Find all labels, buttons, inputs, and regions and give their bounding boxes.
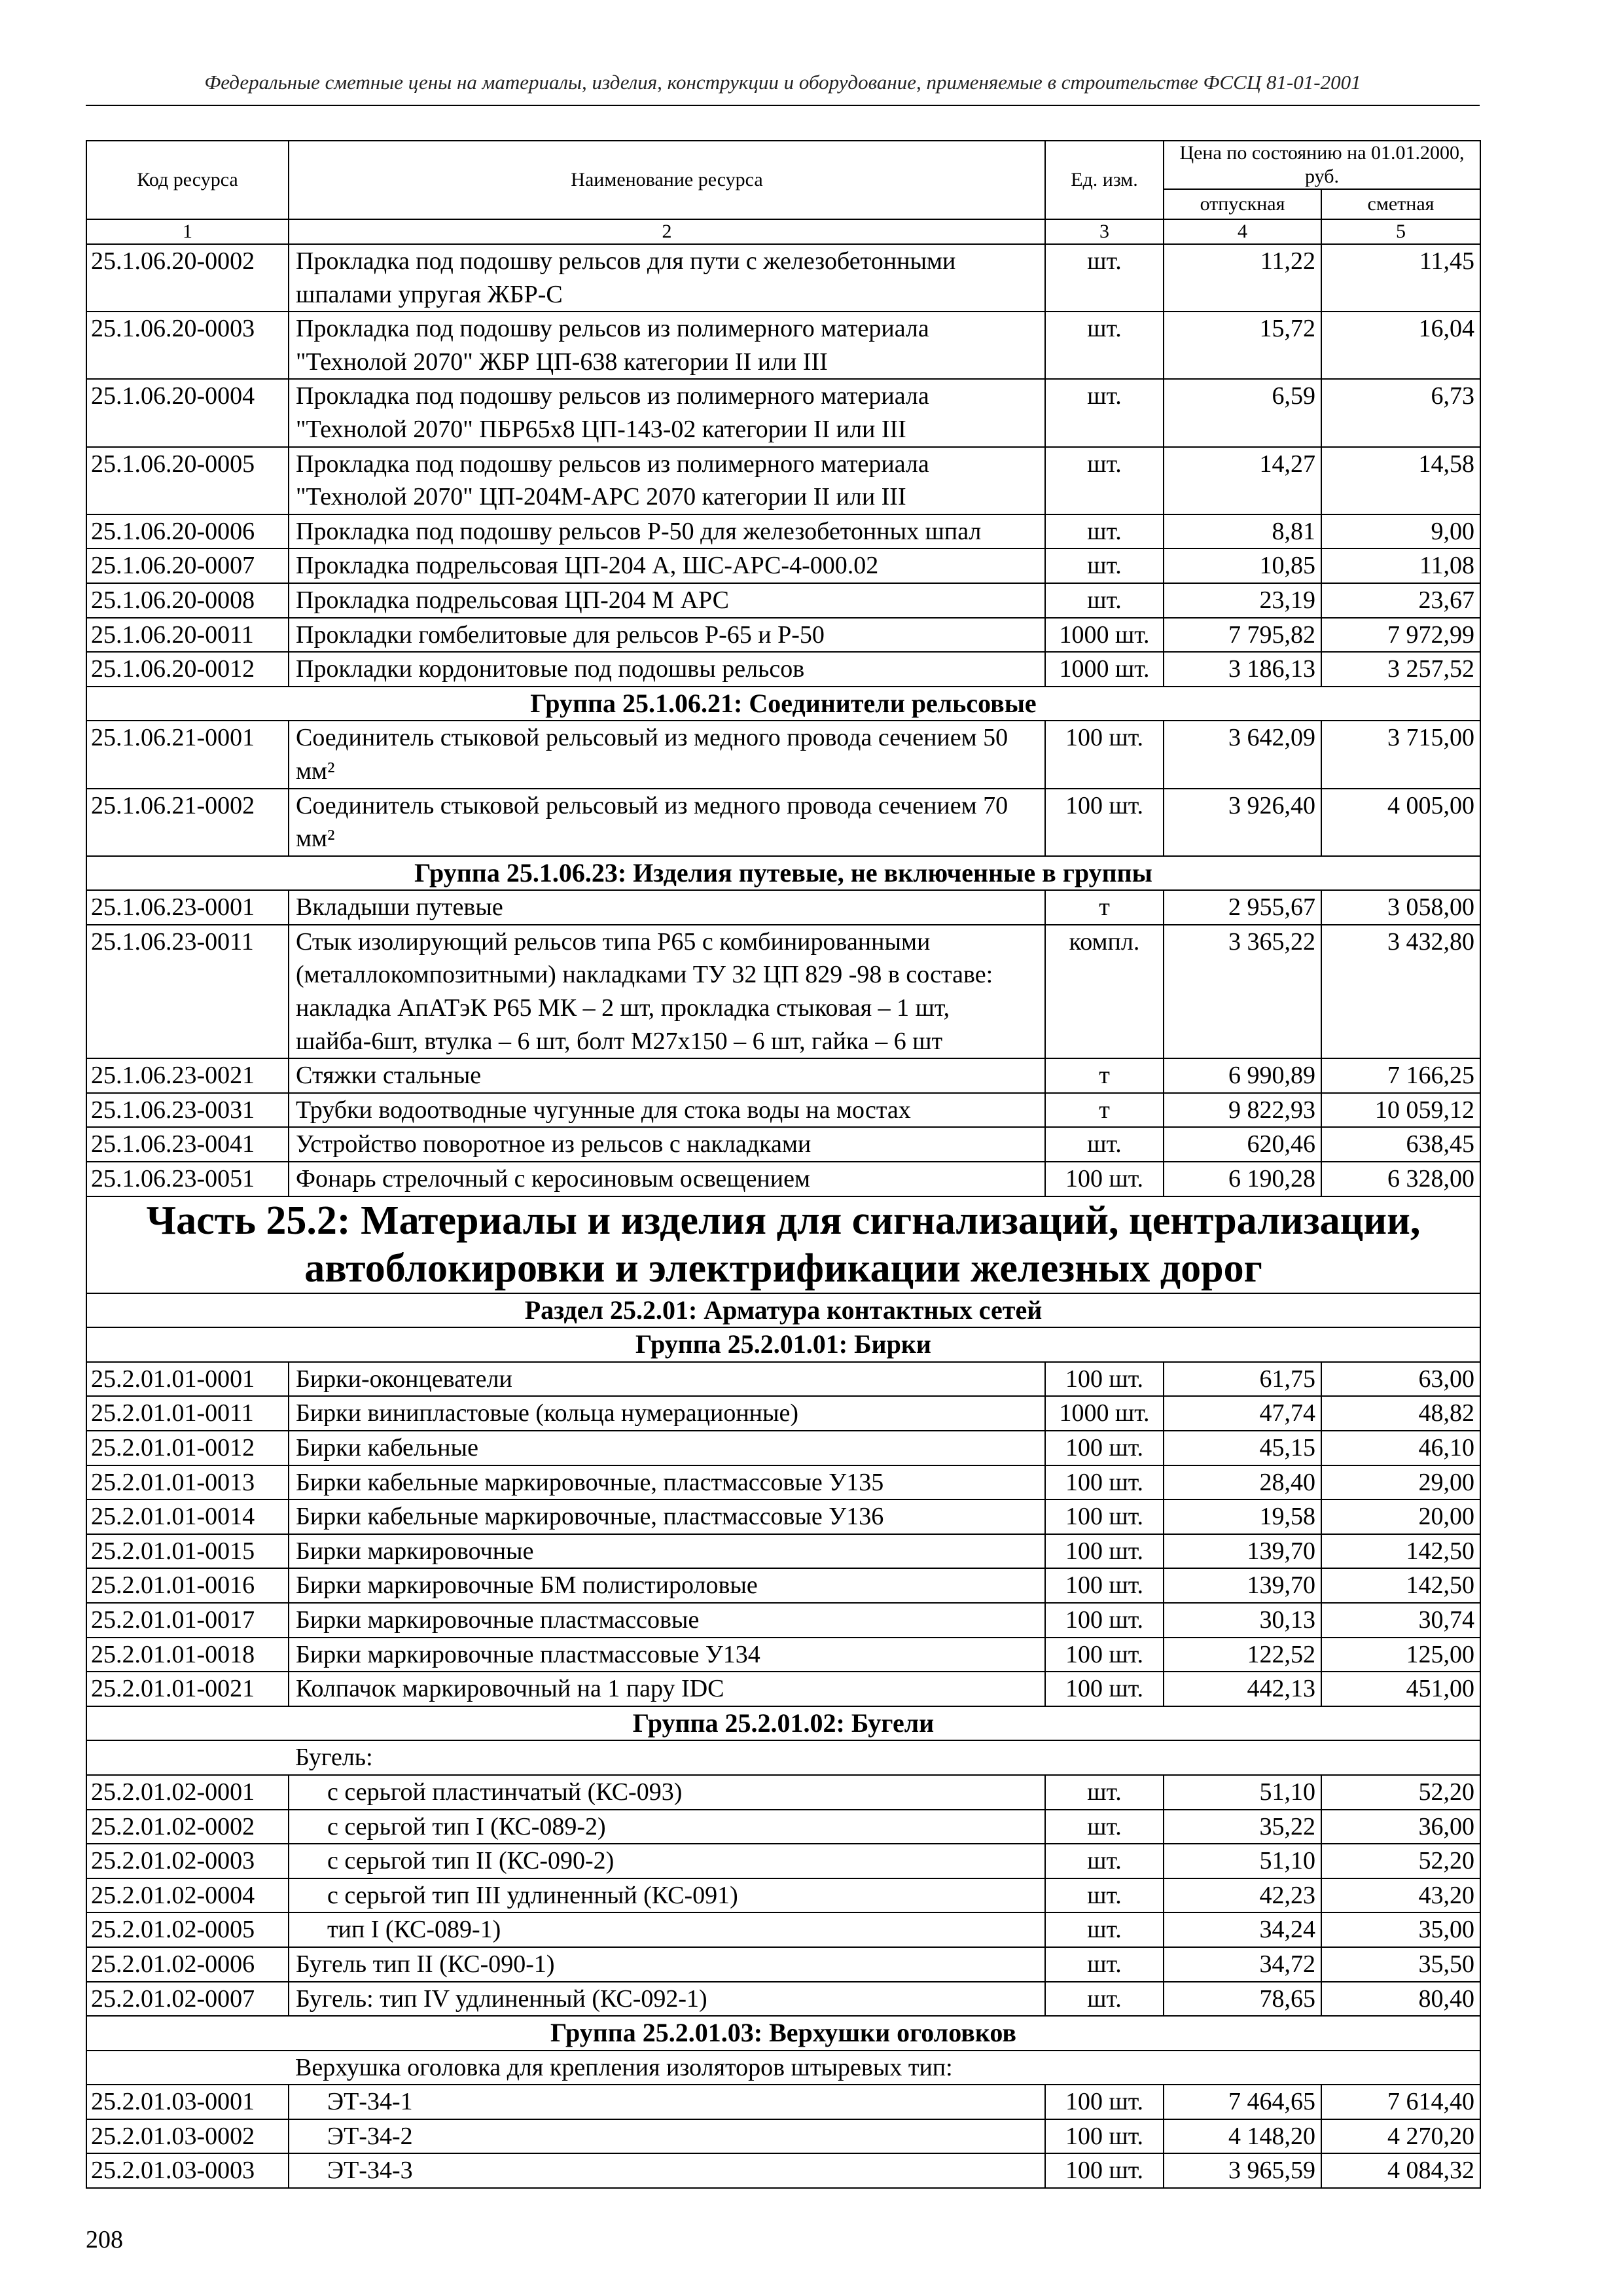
estimate-price: 36,00 <box>1321 1810 1480 1844</box>
release-price: 7 795,82 <box>1164 618 1321 653</box>
resource-code: 25.2.01.02-0004 <box>86 1878 289 1913</box>
unit: 100 шт. <box>1045 2153 1164 2188</box>
resource-name: Прокладка под подошву рельсов для пути с железобетонными шпалами упругая ЖБР-С <box>289 244 1045 312</box>
estimate-price: 3 257,52 <box>1321 652 1480 687</box>
resource-code: 25.1.06.20-0005 <box>86 447 289 514</box>
estimate-price: 10 059,12 <box>1321 1093 1480 1128</box>
price-table <box>86 140 1481 2189</box>
release-price: 6 990,89 <box>1164 1058 1321 1093</box>
release-price: 3 186,13 <box>1164 652 1321 687</box>
unit: компл. <box>1045 925 1164 1058</box>
unit: 100 шт. <box>1045 1162 1164 1196</box>
resource-name: Прокладка подрельсовая ЦП-204 А, ШС-АРС-4-000.02 <box>289 548 1045 583</box>
column-number: 3 <box>1045 219 1164 244</box>
resource-code: 25.1.06.20-0012 <box>86 652 289 687</box>
release-price: 8,81 <box>1164 514 1321 549</box>
release-price: 2 955,67 <box>1164 890 1321 925</box>
unit: шт. <box>1045 1878 1164 1913</box>
release-price: 61,75 <box>1164 1362 1321 1397</box>
estimate-price: 43,20 <box>1321 1878 1480 1913</box>
resource-name: Прокладка подрельсовая ЦП-204 М АРС <box>289 583 1045 618</box>
unit: шт. <box>1045 244 1164 312</box>
release-price: 51,10 <box>1164 1844 1321 1878</box>
resource-code: 25.1.06.21-0001 <box>86 721 289 788</box>
header-price: Цена по состоянию на 01.01.2000, руб. <box>1164 141 1480 189</box>
resource-code: 25.1.06.23-0041 <box>86 1127 289 1162</box>
resource-code: 25.2.01.01-0011 <box>86 1396 289 1431</box>
unit: шт. <box>1045 583 1164 618</box>
resource-code: 25.1.06.23-0011 <box>86 925 289 1058</box>
resource-name: ЭТ-34-3 <box>289 2153 1045 2188</box>
estimate-price: 4 005,00 <box>1321 789 1480 856</box>
unit: шт. <box>1045 1947 1164 1982</box>
resource-name: Соединитель стыковой рельсовый из медного провода сечением 70 мм² <box>289 789 1045 856</box>
table-row <box>86 244 1480 312</box>
table-row <box>86 1982 1480 2017</box>
group-heading-row <box>86 1327 1480 1362</box>
resource-name: Стяжки стальные <box>289 1058 1045 1093</box>
resource-code: 25.1.06.20-0008 <box>86 583 289 618</box>
unit: 100 шт. <box>1045 1534 1164 1569</box>
unit: 100 шт. <box>1045 2085 1164 2119</box>
column-number: 4 <box>1164 219 1321 244</box>
table-row <box>86 721 1480 788</box>
estimate-price: 142,50 <box>1321 1568 1480 1603</box>
resource-code: 25.2.01.01-0015 <box>86 1534 289 1569</box>
estimate-price: 638,45 <box>1321 1127 1480 1162</box>
table-row <box>86 379 1480 446</box>
resource-name: ЭТ-34-2 <box>289 2119 1045 2154</box>
estimate-price: 9,00 <box>1321 514 1480 549</box>
release-price: 6 190,28 <box>1164 1162 1321 1196</box>
estimate-price: 7 972,99 <box>1321 618 1480 653</box>
resource-name: Прокладка под подошву рельсов из полимерного материала "Технолой 2070" ПБР65х8 ЦП-143-02 категории II или III <box>289 379 1045 446</box>
resource-name: Прокладка под подошву рельсов Р-50 для железобетонных шпал <box>289 514 1045 549</box>
release-price: 122,52 <box>1164 1638 1321 1672</box>
estimate-price: 16,04 <box>1321 312 1480 379</box>
estimate-price: 29,00 <box>1321 1465 1480 1500</box>
table-body <box>86 244 1480 2188</box>
table-row <box>86 1844 1480 1878</box>
table-row <box>86 1127 1480 1162</box>
resource-name: с серьгой тип II (КС-090-2) <box>289 1844 1045 1878</box>
estimate-price: 23,67 <box>1321 583 1480 618</box>
resource-code: 25.1.06.23-0001 <box>86 890 289 925</box>
table-row <box>86 1568 1480 1603</box>
table-row <box>86 1162 1480 1196</box>
unit: шт. <box>1045 1844 1164 1878</box>
subheading: Верхушка оголовка для крепления изоляторов штыревых тип: <box>289 2051 1480 2085</box>
estimate-price: 11,08 <box>1321 548 1480 583</box>
unit: шт. <box>1045 1912 1164 1947</box>
part-title: Часть 25.2: Материалы и изделия для сигнализаций, централизации, автоблокировки и электрификации железных дорог <box>86 1196 1480 1293</box>
release-price: 9 822,93 <box>1164 1093 1321 1128</box>
unit: т <box>1045 890 1164 925</box>
empty-cell <box>86 2051 289 2085</box>
resource-name: Бирки винипластовые (кольца нумерационные) <box>289 1396 1045 1431</box>
running-header: Федеральные сметные цены на материалы, изделия, конструкции и оборудование, применяемые в строительстве ФССЦ 81-01-2001 <box>204 71 1361 94</box>
resource-name: Вкладыши путевые <box>289 890 1045 925</box>
unit: 100 шт. <box>1045 2119 1164 2154</box>
unit: шт. <box>1045 1810 1164 1844</box>
table-row <box>86 1775 1480 1810</box>
group-title: Группа 25.1.06.21: Соединители рельсовые <box>86 687 1480 721</box>
release-price: 4 148,20 <box>1164 2119 1321 2154</box>
release-price: 14,27 <box>1164 447 1321 514</box>
header-name: Наименование ресурса <box>289 141 1045 219</box>
group-heading-row <box>86 687 1480 721</box>
release-price: 35,22 <box>1164 1810 1321 1844</box>
resource-code: 25.1.06.20-0006 <box>86 514 289 549</box>
resource-code: 25.1.06.20-0011 <box>86 618 289 653</box>
table-row <box>86 1058 1480 1093</box>
table-row <box>86 2153 1480 2188</box>
release-price: 3 926,40 <box>1164 789 1321 856</box>
table-row <box>86 1396 1480 1431</box>
resource-code: 25.2.01.01-0013 <box>86 1465 289 1500</box>
resource-name: Бирки кабельные <box>289 1431 1045 1465</box>
unit: 100 шт. <box>1045 721 1164 788</box>
resource-name: Прокладка под подошву рельсов из полимерного материала "Технолой 2070" ЦП-204М-АРС 2070 категории II или III <box>289 447 1045 514</box>
table-row <box>86 1603 1480 1638</box>
release-price: 442,13 <box>1164 1672 1321 1706</box>
resource-name: Бирки-оконцеватели <box>289 1362 1045 1397</box>
resource-name: Прокладки гомбелитовые для рельсов Р-65 и Р-50 <box>289 618 1045 653</box>
estimate-price: 6 328,00 <box>1321 1162 1480 1196</box>
release-price: 30,13 <box>1164 1603 1321 1638</box>
resource-code: 25.1.06.21-0002 <box>86 789 289 856</box>
column-number: 5 <box>1321 219 1480 244</box>
resource-name: Соединитель стыковой рельсовый из медного провода сечением 50 мм² <box>289 721 1045 788</box>
release-price: 78,65 <box>1164 1982 1321 2017</box>
group-heading-row <box>86 1706 1480 1741</box>
resource-name: Прокладка под подошву рельсов из полимерного материала "Технолой 2070" ЖБР ЦП-638 категории II или III <box>289 312 1045 379</box>
table-row <box>86 1499 1480 1534</box>
estimate-price: 4 084,32 <box>1321 2153 1480 2188</box>
table-row <box>86 890 1480 925</box>
subheading: Бугель: <box>289 1740 1480 1775</box>
resource-code: 25.1.06.20-0004 <box>86 379 289 446</box>
empty-cell <box>86 1740 289 1775</box>
unit: 100 шт. <box>1045 1568 1164 1603</box>
estimate-price: 6,73 <box>1321 379 1480 446</box>
resource-name: тип I (КС-089-1) <box>289 1912 1045 1947</box>
release-price: 3 965,59 <box>1164 2153 1321 2188</box>
estimate-price: 3 058,00 <box>1321 890 1480 925</box>
estimate-price: 30,74 <box>1321 1603 1480 1638</box>
estimate-price: 4 270,20 <box>1321 2119 1480 2154</box>
table-row <box>86 618 1480 653</box>
resource-name: Колпачок маркировочный на 1 пару IDC <box>289 1672 1045 1706</box>
resource-name: Бугель: тип IV удлиненный (КС-092-1) <box>289 1982 1045 2017</box>
unit: шт. <box>1045 1127 1164 1162</box>
group-title: Группа 25.1.06.23: Изделия путевые, не включенные в группы <box>86 856 1480 891</box>
unit: шт. <box>1045 1982 1164 2017</box>
resource-code: 25.2.01.03-0001 <box>86 2085 289 2119</box>
unit: шт. <box>1045 1775 1164 1810</box>
resource-code: 25.2.01.02-0003 <box>86 1844 289 1878</box>
estimate-price: 48,82 <box>1321 1396 1480 1431</box>
unit: 100 шт. <box>1045 1672 1164 1706</box>
resource-code: 25.2.01.02-0002 <box>86 1810 289 1844</box>
resource-name: с серьгой тип III удлиненный (КС-091) <box>289 1878 1045 1913</box>
page-number: 208 <box>86 2226 123 2253</box>
table-row <box>86 1431 1480 1465</box>
release-price: 34,72 <box>1164 1947 1321 1982</box>
unit: 100 шт. <box>1045 1638 1164 1672</box>
unit: т <box>1045 1093 1164 1128</box>
unit: шт. <box>1045 548 1164 583</box>
header-estimate-price: сметная <box>1321 189 1480 219</box>
group-heading-row <box>86 856 1480 891</box>
resource-code: 25.1.06.23-0021 <box>86 1058 289 1093</box>
release-price: 620,46 <box>1164 1127 1321 1162</box>
resource-code: 25.2.01.02-0006 <box>86 1947 289 1982</box>
resource-code: 25.2.01.01-0016 <box>86 1568 289 1603</box>
resource-code: 25.2.01.03-0003 <box>86 2153 289 2188</box>
table-row <box>86 1672 1480 1706</box>
table-row <box>86 1912 1480 1947</box>
table-row <box>86 1534 1480 1569</box>
release-price: 3 642,09 <box>1164 721 1321 788</box>
table-row <box>86 447 1480 514</box>
resource-code: 25.2.01.01-0018 <box>86 1638 289 1672</box>
resource-name: с серьгой тип I (КС-089-2) <box>289 1810 1045 1844</box>
resource-name: Бирки маркировочные БМ полистироловые <box>289 1568 1045 1603</box>
resource-name: Прокладки кордонитовые под подошвы рельсов <box>289 652 1045 687</box>
subheading-row <box>86 2051 1480 2085</box>
column-number: 2 <box>289 219 1045 244</box>
group-title: Группа 25.2.01.03: Верхушки оголовков <box>86 2016 1480 2051</box>
table-row <box>86 789 1480 856</box>
estimate-price: 14,58 <box>1321 447 1480 514</box>
header-unit: Ед. изм. <box>1045 141 1164 219</box>
resource-name: с серьгой пластинчатый (КС-093) <box>289 1775 1045 1810</box>
resource-code: 25.2.01.01-0017 <box>86 1603 289 1638</box>
release-price: 45,15 <box>1164 1431 1321 1465</box>
estimate-price: 142,50 <box>1321 1534 1480 1569</box>
table-row <box>86 1947 1480 1982</box>
unit: 1000 шт. <box>1045 652 1164 687</box>
resource-code: 25.1.06.23-0051 <box>86 1162 289 1196</box>
resource-code: 25.1.06.20-0007 <box>86 548 289 583</box>
estimate-price: 11,45 <box>1321 244 1480 312</box>
resource-code: 25.2.01.01-0021 <box>86 1672 289 1706</box>
table-row <box>86 514 1480 549</box>
unit: 100 шт. <box>1045 1499 1164 1534</box>
table-row <box>86 1362 1480 1397</box>
resource-code: 25.1.06.23-0031 <box>86 1093 289 1128</box>
estimate-price: 35,50 <box>1321 1947 1480 1982</box>
unit: шт. <box>1045 379 1164 446</box>
resource-code: 25.2.01.02-0005 <box>86 1912 289 1947</box>
resource-code: 25.2.01.02-0007 <box>86 1982 289 2017</box>
estimate-price: 52,20 <box>1321 1844 1480 1878</box>
release-price: 23,19 <box>1164 583 1321 618</box>
estimate-price: 46,10 <box>1321 1431 1480 1465</box>
resource-code: 25.1.06.20-0003 <box>86 312 289 379</box>
resource-code: 25.2.01.03-0002 <box>86 2119 289 2154</box>
release-price: 42,23 <box>1164 1878 1321 1913</box>
group-heading-row <box>86 2016 1480 2051</box>
group-title: Раздел 25.2.01: Арматура контактных сетей <box>86 1293 1480 1328</box>
resource-name: ЭТ-34-1 <box>289 2085 1045 2119</box>
table-row <box>86 652 1480 687</box>
estimate-price: 451,00 <box>1321 1672 1480 1706</box>
resource-code: 25.2.01.02-0001 <box>86 1775 289 1810</box>
table-row <box>86 2119 1480 2154</box>
column-numbers-row <box>86 219 1480 244</box>
table-row <box>86 1093 1480 1128</box>
release-price: 10,85 <box>1164 548 1321 583</box>
unit: шт. <box>1045 514 1164 549</box>
estimate-price: 20,00 <box>1321 1499 1480 1534</box>
table-row <box>86 1810 1480 1844</box>
estimate-price: 7 166,25 <box>1321 1058 1480 1093</box>
estimate-price: 7 614,40 <box>1321 2085 1480 2119</box>
release-price: 15,72 <box>1164 312 1321 379</box>
table-row <box>86 925 1480 1058</box>
unit: шт. <box>1045 447 1164 514</box>
unit: 1000 шт. <box>1045 1396 1164 1431</box>
resource-name: Стык изолирующий рельсов типа Р65 с комбинированными (металлокомпозитными) накладками ТУ 32 ЦП 829 -98 в составе: накладка АпАТэК Р65 МК – 2 шт, прокладка стыковая – 1 шт, шайба-6шт, втулка – 6 шт, болт М27х150 – 6 шт, гайка – 6 шт <box>289 925 1045 1058</box>
part-heading-row <box>86 1196 1480 1293</box>
resource-name: Трубки водоотводные чугунные для стока воды на мостах <box>289 1093 1045 1128</box>
subheading-row <box>86 1740 1480 1775</box>
group-title: Группа 25.2.01.01: Бирки <box>86 1327 1480 1362</box>
resource-name: Бирки кабельные маркировочные, пластмассовые У135 <box>289 1465 1045 1500</box>
unit: 100 шт. <box>1045 1362 1164 1397</box>
release-price: 19,58 <box>1164 1499 1321 1534</box>
unit: 100 шт. <box>1045 1465 1164 1500</box>
unit: шт. <box>1045 312 1164 379</box>
table-row <box>86 583 1480 618</box>
unit: 100 шт. <box>1045 1431 1164 1465</box>
release-price: 34,24 <box>1164 1912 1321 1947</box>
release-price: 139,70 <box>1164 1568 1321 1603</box>
resource-code: 25.2.01.01-0014 <box>86 1499 289 1534</box>
release-price: 11,22 <box>1164 244 1321 312</box>
resource-code: 25.1.06.20-0002 <box>86 244 289 312</box>
group-heading-row <box>86 1293 1480 1328</box>
header-code: Код ресурса <box>86 141 289 219</box>
resource-name: Фонарь стрелочный с керосиновым освещением <box>289 1162 1045 1196</box>
resource-name: Бирки маркировочные <box>289 1534 1045 1569</box>
table-row <box>86 1638 1480 1672</box>
header-rule <box>86 105 1480 106</box>
unit: 100 шт. <box>1045 1603 1164 1638</box>
release-price: 139,70 <box>1164 1534 1321 1569</box>
resource-code: 25.2.01.01-0012 <box>86 1431 289 1465</box>
unit: т <box>1045 1058 1164 1093</box>
unit: 100 шт. <box>1045 789 1164 856</box>
estimate-price: 35,00 <box>1321 1912 1480 1947</box>
release-price: 28,40 <box>1164 1465 1321 1500</box>
resource-name: Бирки маркировочные пластмассовые У134 <box>289 1638 1045 1672</box>
estimate-price: 3 715,00 <box>1321 721 1480 788</box>
release-price: 3 365,22 <box>1164 925 1321 1058</box>
table-row <box>86 1465 1480 1500</box>
column-number: 1 <box>86 219 289 244</box>
table-row <box>86 548 1480 583</box>
estimate-price: 125,00 <box>1321 1638 1480 1672</box>
resource-name: Устройство поворотное из рельсов с накладками <box>289 1127 1045 1162</box>
table-row <box>86 1878 1480 1913</box>
release-price: 6,59 <box>1164 379 1321 446</box>
unit: 1000 шт. <box>1045 618 1164 653</box>
resource-code: 25.2.01.01-0001 <box>86 1362 289 1397</box>
group-title: Группа 25.2.01.02: Бугели <box>86 1706 1480 1741</box>
estimate-price: 63,00 <box>1321 1362 1480 1397</box>
table-row <box>86 2085 1480 2119</box>
resource-name: Бирки маркировочные пластмассовые <box>289 1603 1045 1638</box>
resource-name: Бирки кабельные маркировочные, пластмассовые У136 <box>289 1499 1045 1534</box>
release-price: 51,10 <box>1164 1775 1321 1810</box>
estimate-price: 3 432,80 <box>1321 925 1480 1058</box>
release-price: 47,74 <box>1164 1396 1321 1431</box>
header-release-price: отпускная <box>1164 189 1321 219</box>
release-price: 7 464,65 <box>1164 2085 1321 2119</box>
table-row <box>86 312 1480 379</box>
resource-name: Бугель тип II (КС-090-1) <box>289 1947 1045 1982</box>
estimate-price: 80,40 <box>1321 1982 1480 2017</box>
estimate-price: 52,20 <box>1321 1775 1480 1810</box>
